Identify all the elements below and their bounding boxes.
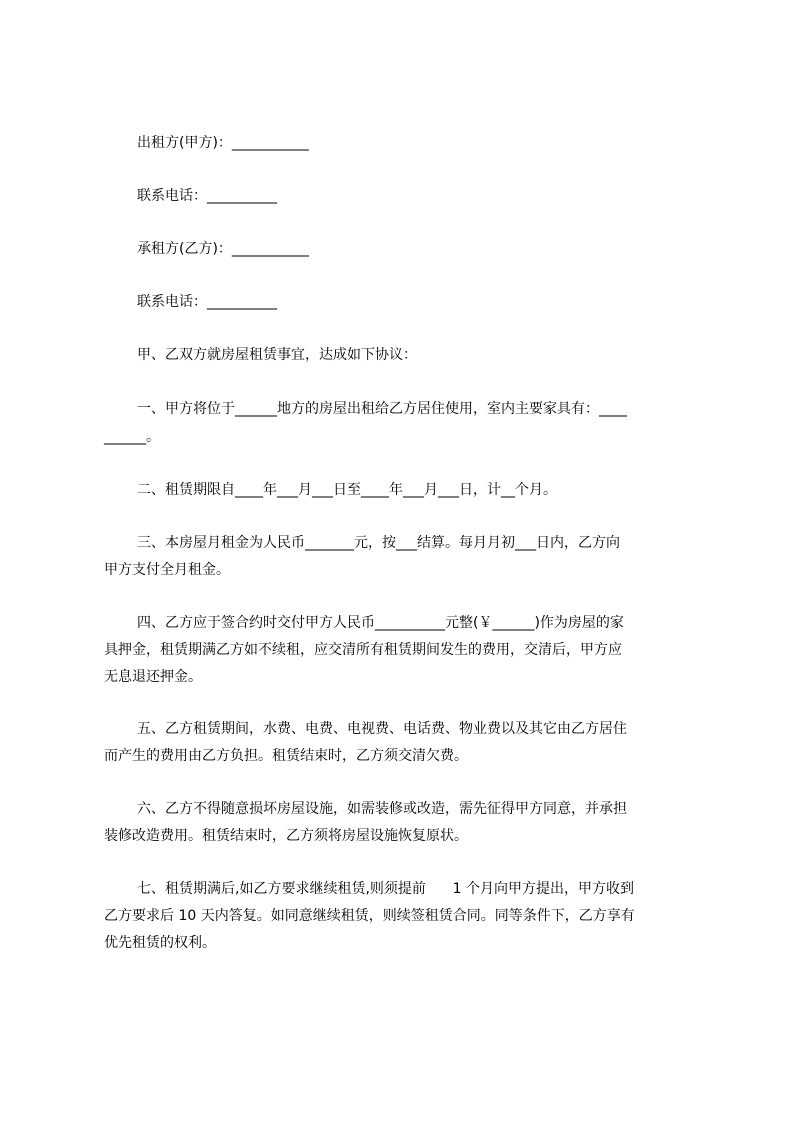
clause-5-line-2: 而产生的费用由乙方负担。租赁结束时，乙方须交清欠费。 (104, 748, 468, 764)
preamble: 甲、乙双方就房屋租赁事宜，达成如下协议： (137, 347, 417, 363)
clause-3-line-1: 三、本房屋月租金为人民币_______元，按___结算。每月月初___日内，乙方向 (137, 535, 620, 551)
clause-4-line-3: 无息退还押金。 (104, 669, 202, 685)
lessor-line: 出租方(甲方)：___________ (137, 135, 309, 151)
clause-1-line-1: 一、甲方将位于______地方的房屋出租给乙方居住使用，室内主要家具有：____ (137, 401, 627, 417)
lessor-phone-line: 联系电话：__________ (137, 188, 277, 204)
clause-2-line-1: 二、租赁期限自____年___月___日至____年___月___日，计__个月。 (137, 482, 557, 498)
clause-7-line-1: 七、租赁期满后,如乙方要求继续租赁,则须提前 1 个月向甲方提出，甲方收到 (137, 881, 634, 897)
clause-4-line-1: 四、乙方应于签合约时交付甲方人民币__________元整(￥______)作为房屋的家 (137, 615, 624, 631)
clause-4-line-2: 具押金，租赁期满乙方如不续租，应交清所有租赁期间发生的费用，交清后，甲方应 (104, 642, 622, 658)
lessee-line: 承租方(乙方)：___________ (137, 241, 309, 257)
lessee-phone-line: 联系电话：__________ (137, 294, 277, 310)
clause-7-line-3: 优先租赁的权利。 (104, 935, 216, 951)
clause-1-line-2: ______。 (104, 429, 160, 445)
clause-6-line-2: 装修改造费用。租赁结束时，乙方须将房屋设施恢复原状。 (104, 828, 468, 844)
clause-7-line-2: 乙方要求后 10 天内答复。如同意继续租赁，则续签租赁合同。同等条件下，乙方享有 (104, 908, 635, 924)
clause-6-line-1: 六、乙方不得随意损坏房屋设施，如需装修或改造，需先征得甲方同意，并承担 (137, 801, 627, 817)
clause-5-line-1: 五、乙方租赁期间，水费、电费、电视费、电话费、物业费以及其它由乙方居住 (137, 721, 627, 737)
clause-3-line-2: 甲方支付全月租金。 (104, 562, 230, 578)
